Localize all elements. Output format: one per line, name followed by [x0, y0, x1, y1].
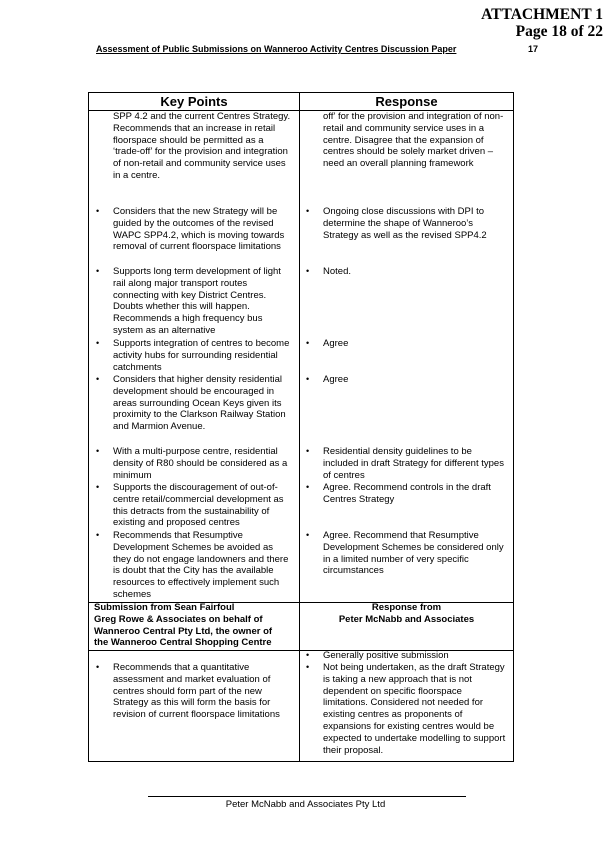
- bullet-icon: •: [306, 446, 310, 456]
- bullet-icon: •: [96, 530, 100, 540]
- submission-title-line: Greg Rowe & Associates on behalf of: [94, 613, 263, 625]
- bullet-icon: •: [96, 266, 100, 276]
- response-general: Generally positive submission: [323, 650, 449, 661]
- bullet-icon: •: [96, 482, 100, 492]
- key-point: Supports long term development of light rail along major transport routes connecting with key District Centres. Doubts whether this will happen. Recommends a high frequency bus system as an alternative: [113, 266, 281, 336]
- response-header: Response: [375, 94, 438, 109]
- key-point: Supports the discouragement of out-of-centre retail/commercial development as this detracts from the sustainability of existing and proposed centres: [113, 482, 284, 529]
- key-point: Considers that the new Strategy will be guided by the outcomes of the revised WAPC SPP4.2, which is moving towards removal of current floorspace limitations: [113, 206, 285, 253]
- column-divider: [299, 93, 300, 761]
- bullet-icon: •: [306, 530, 310, 540]
- submission-title-line: Submission from Sean Fairfoul: [94, 602, 235, 613]
- submission-title-line: the Wanneroo Central Shopping Centre: [94, 637, 272, 649]
- response-text: Not being undertaken, as the draft Strategy is taking a new approach that is not dependent on specific floorspace limitations. Considered not needed for existing centres as proponents of expansions for existing centres would be expected to undertake modelling to support their proposal.: [323, 662, 506, 756]
- key-point: Recommends that Resumptive Development Schemes be avoided as they do not engage landowners and there is doubt that the City has the available resources to effectively implement such schemes: [113, 530, 289, 600]
- response-text: Ongoing close discussions with DPI to determine the shape of Wanneroo’s Strategy as well as the revised SPP4.2: [323, 206, 487, 241]
- running-header-title: Assessment of Public Submissions on Wanneroo Activity Centres Discussion Paper: [96, 44, 457, 54]
- attachment-label: [481, 6, 603, 40]
- bullet-icon: •: [96, 338, 100, 348]
- bullet-icon: •: [306, 206, 310, 216]
- bullet-icon: •: [96, 206, 100, 216]
- response-text: Residential density guidelines to be included in draft Strategy for different types of centres: [323, 446, 504, 481]
- bullet-icon: •: [96, 662, 100, 672]
- submission-title-line: Wanneroo Central Pty Ltd, the owner of: [94, 625, 273, 637]
- response-text: Noted.: [323, 266, 351, 277]
- submission-response-line: Response from: [371, 602, 442, 613]
- submission-response-line: Peter McNabb and Associates: [338, 613, 475, 625]
- continued-response: off’ for the provision and integration of non-retail and community service uses in a centre. Disagree that the expansion of centres should be solely market driven – need an overall planning framework: [323, 111, 504, 170]
- key-point: Considers that higher density residential development should be encouraged in areas surrounding Ocean Keys given its proximity to the Clarkson Railway Station and Marmion Avenue.: [113, 374, 286, 433]
- bullet-icon: •: [306, 650, 310, 660]
- response-text: Agree: [323, 338, 349, 349]
- running-header-page-number: 17: [528, 44, 539, 54]
- page-footer: Peter McNabb and Associates Pty Ltd: [225, 799, 386, 810]
- key-point: Recommends that a quantitative assessment and market evaluation of centres should form part of the new Strategy as this will form the basis for revision of current floorspace limitations: [113, 662, 280, 721]
- response-text: Agree: [323, 374, 349, 385]
- bullet-icon: •: [306, 482, 310, 492]
- submission-title: [94, 602, 298, 649]
- key-points-header: Key Points: [160, 94, 228, 109]
- attachment-title: ATTACHMENT 1: [481, 6, 603, 23]
- submissions-table: [88, 92, 514, 762]
- bullet-icon: •: [306, 338, 310, 348]
- bullet-icon: •: [306, 266, 310, 276]
- response-text: Agree. Recommend controls in the draft Centres Strategy: [323, 482, 491, 505]
- key-point: Supports integration of centres to become activity hubs for surrounding residential catchments: [113, 338, 290, 373]
- bullet-icon: •: [306, 662, 310, 672]
- continued-key-point: SPP 4.2 and the current Centres Strategy. Recommends that an increase in retail floorspace should be permitted as a ‘trade-off’ for the provision and integration of non-retail and community service uses in a centre.: [113, 111, 291, 181]
- bullet-icon: •: [96, 374, 100, 384]
- footer-rule: [148, 796, 466, 797]
- bullet-icon: •: [306, 374, 310, 384]
- bullet-icon: •: [96, 446, 100, 456]
- running-header: [96, 44, 542, 54]
- key-point: With a multi-purpose centre, residential density of R80 should be considered as a minimum: [113, 446, 288, 481]
- attachment-page: Page 18 of 22: [515, 23, 603, 40]
- response-text: Agree. Recommend that Resumptive Development Schemes be considered only in a limited number of very specific circumstances: [323, 530, 504, 577]
- submission-response-title: [300, 602, 513, 626]
